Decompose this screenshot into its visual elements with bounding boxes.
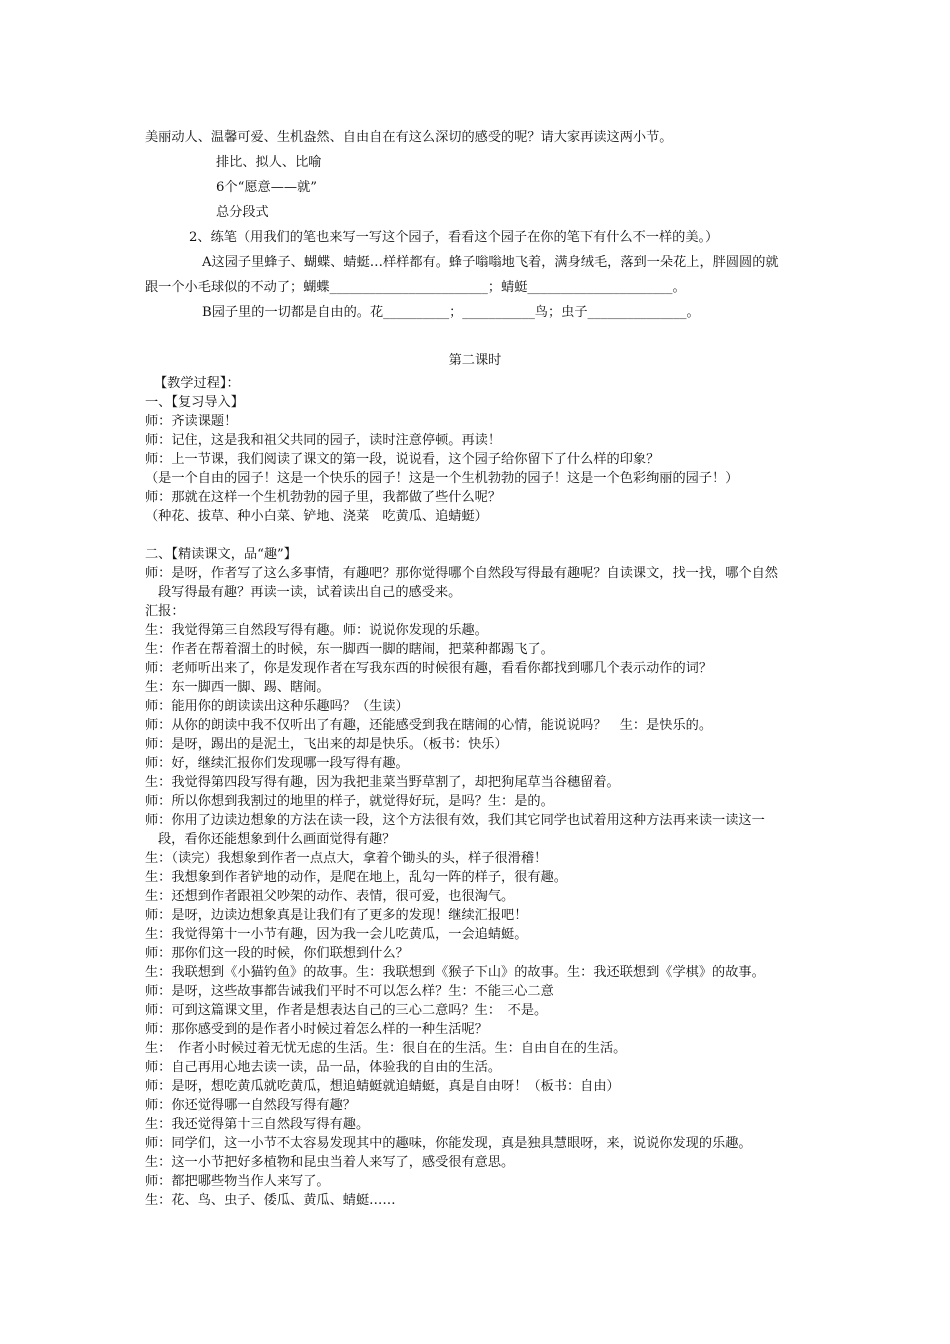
lesson-body <box>145 374 815 1210</box>
section-heading: 一、【复习导入】 <box>145 395 244 410</box>
dialogue-line: 师：那你感受到的是作者小时候过着怎么样的一种生活呢？ <box>145 1022 488 1037</box>
note-line: 总分段式 <box>216 205 269 220</box>
dialogue-line: 师：都把哪些物当作人来写了。 <box>145 1174 330 1189</box>
dialogue-line: 师：记住，这是我和祖父共同的园子，读时注意停顿。再读！ <box>145 433 502 448</box>
heading-teaching-process: 【教学过程】： <box>154 376 240 391</box>
dialogue-line: 生：这一小节把好多植物和昆虫当着人来写了，感受很有意思。 <box>145 1155 515 1170</box>
dialogue-line: 师：好，继续汇报你们发现哪一段写得有趣。 <box>145 756 409 771</box>
dialogue-line: 师：自己再用心地去读一读，品一品，体验我的自由的生活。 <box>145 1060 502 1075</box>
dialogue-line: （是一个自由的园子！这是一个快乐的园子！这是一个生机勃勃的园子！这是一个色彩绚丽的园子！） <box>145 471 739 486</box>
note-line: 6个“愿意——就” <box>216 180 317 195</box>
dialogue-line-cont: 段写得最有趣？再读一读，试着读出自己的感受来。 <box>158 585 462 600</box>
exercise-a-line: A这园子里蜂子、蝴蝶、蜻蜓…样样都有。蜂子嗡嗡地飞着，满身绒毛，落到一朵花上，胖圆圆的就 <box>202 255 779 270</box>
dialogue-line: 生：作者在帮着溜土的时候，东一脚西一脚的瞎闹，把菜种都踢飞了。 <box>145 642 554 657</box>
dialogue-line: 生：（读完）我想象到作者一点点大，拿着个锄头的头，样子很滑稽！ <box>145 851 548 866</box>
dialogue-line: 生：我觉得第三自然段写得有趣。师：说说你发现的乐趣。 <box>145 623 488 638</box>
section-heading: 二、【精读课文，品“趣”】 <box>145 547 297 562</box>
dialogue-line: 生：花、鸟、虫子、倭瓜、黄瓜、蜻蜓…… <box>145 1193 396 1208</box>
dialogue-line: 师：上一节课，我们阅读了课文的第一段，说说看，这个园子给你留下了什么样的印象？ <box>145 452 660 467</box>
dialogue-line: 师：从你的朗读中我不仅听出了有趣，还能感受到我在瞎闹的心情，能说说吗？ 生：是快乐的。 <box>145 718 713 733</box>
dialogue-line: 师：齐读课题！ <box>145 414 238 429</box>
dialogue-line: 汇报： <box>145 604 185 619</box>
dialogue-line: 师：所以你想到我割过的地里的样子，就觉得好玩，是吗？生：是的。 <box>145 794 554 809</box>
section-title: 第二课时 <box>448 353 502 368</box>
dialogue-line: 师：你用了边读边想象的方法在读一段，这个方法很有效，我们其它同学也试着用这种方法再来读一读这一 <box>145 813 765 828</box>
note-line: 排比、拟人、比喻 <box>216 155 322 170</box>
dialogue-line: 师：你还觉得哪一自然段写得有趣？ <box>145 1098 356 1113</box>
dialogue-line: 师：是呀，想吃黄瓜就吃黄瓜，想追蜻蜓就追蜻蜓，真是自由呀！（板书：自由） <box>145 1079 620 1094</box>
dialogue-line: 师：那你们这一段的时候，你们联想到什么？ <box>145 946 409 961</box>
dialogue-line: 师：是呀，这些故事都告诫我们平时不可以怎么样？生：不能三心二意 <box>145 984 554 999</box>
dialogue-line: 生：我觉得第四段写得有趣，因为我把韭菜当野草割了，却把狗尾草当谷穗留着。 <box>145 775 620 790</box>
dialogue-line: 师：是呀，边读边想象真是让我们有了更多的发现！继续汇报吧！ <box>145 908 528 923</box>
top-section <box>145 125 815 325</box>
dialogue-line: 生：东一脚西一脚、踢、瞎闹。 <box>145 680 330 695</box>
blank-line <box>145 526 815 545</box>
exercise-a-line-cont: 跟一个小毛球似的不动了；蝴蝶________________________；蜻蜓______________________。 <box>145 280 686 295</box>
dialogue-line: 师：是呀，踢出的是泥土，飞出来的却是快乐。（板书：快乐） <box>145 737 508 752</box>
exercise-b-line: B园子里的一切都是自由的。花__________；___________鸟；虫子_______________。 <box>202 305 700 320</box>
dialogue-line: 生：我想象到作者铲地的动作，是爬在地上，乱勾一阵的样子，很有趣。 <box>145 870 567 885</box>
dialogue-line: 师：老师听出来了，你是发现作者在写我东西的时候很有趣，看看你都找到哪几个表示动作的词？ <box>145 661 713 676</box>
dialogue-line: 生： 作者小时候过着无忧无虑的生活。生：很自在的生活。生：自由自在的生活。 <box>145 1041 627 1056</box>
paragraph-line: 美丽动人、温馨可爱、生机盎然、自由自在有这么深切的感受的呢？请大家再读这两小节。 <box>145 130 673 145</box>
dialogue-line: 生：还想到作者跟祖父吵架的动作、表情，很可爱，也很淘气。 <box>145 889 515 904</box>
dialogue-line: 生：我觉得第十一小节有趣，因为我一会儿吃黄瓜，一会追蜻蜓。 <box>145 927 528 942</box>
dialogue-line: 生：我联想到《小猫钓鱼》的故事。生：我联想到《猴子下山》的故事。生：我还联想到《学棋》的故事。 <box>145 965 765 980</box>
dialogue-line: 师：能用你的朗读读出这种乐趣吗？（生读） <box>145 699 409 714</box>
dialogue-line: 师：那就在这样一个生机勃勃的园子里，我都做了些什么呢？ <box>145 490 502 505</box>
dialogue-line: 师：同学们，这一小节不太容易发现其中的趣味，你能发现，真是独具慧眼呀，来，说说你发现的乐趣。 <box>145 1136 752 1151</box>
dialogue-line: （种花、拔草、种小白菜、铲地、浇菜 吃黄瓜、追蜻蜓） <box>145 509 488 524</box>
dialogue-line: 师：可到这篇课文里，作者是想表达自己的三心二意吗？生： 不是。 <box>145 1003 548 1018</box>
dialogue-line-cont: 段，看你还能想象到什么画面觉得有趣？ <box>158 832 396 847</box>
dialogue-line: 生：我还觉得第十三自然段写得有趣。 <box>145 1117 370 1132</box>
dialogue-line: 师：是呀，作者写了这么多事情，有趣吧？那你觉得哪个自然段写得最有趣呢？自读课文，找一找，哪个自然 <box>145 566 778 581</box>
exercise-heading: 2、练笔（用我们的笔也来写一写这个园子，看看这个园子在你的笔下有什么不一样的美。） <box>189 230 719 245</box>
